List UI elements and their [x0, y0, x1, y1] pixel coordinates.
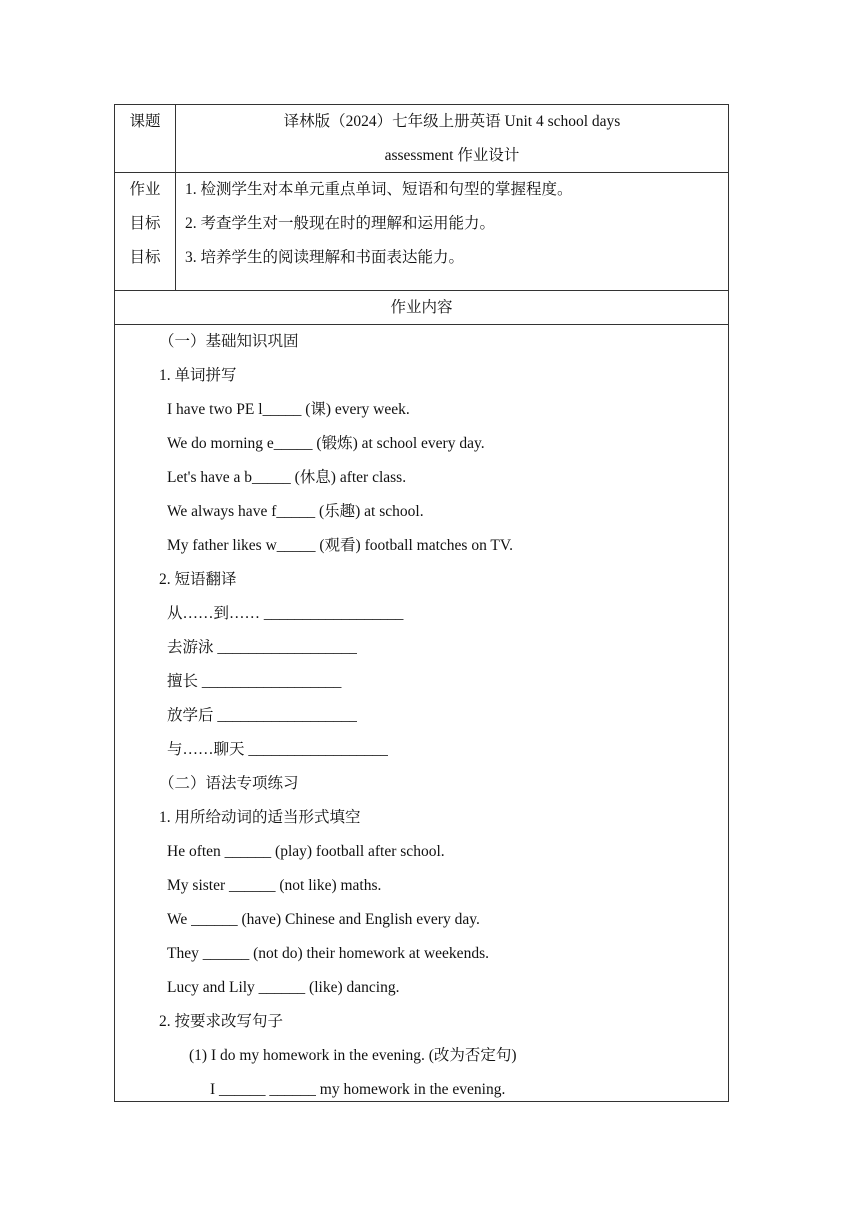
- exercise-item: Let's have a b_____ (休息) after class.: [167, 469, 407, 486]
- exercise-item: They ______ (not do) their homework at weekends.: [167, 945, 489, 962]
- title-row: [115, 105, 728, 173]
- goal-item: 3. 培养学生的阅读理解和书面表达能力。: [185, 249, 465, 266]
- part-title: 2. 短语翻译: [159, 571, 237, 588]
- exercise-item: We do morning e_____ (锻炼) at school every day.: [167, 435, 485, 452]
- exercise-item: Lucy and Lily ______ (like) dancing.: [167, 979, 400, 996]
- goals-row: [115, 173, 728, 291]
- part-title: 1. 单词拼写: [159, 367, 237, 384]
- content-heading: 作业内容: [390, 299, 453, 316]
- goals-label-line: 目标: [129, 249, 161, 266]
- goals-label: [115, 173, 175, 275]
- lesson-title: [176, 105, 728, 173]
- section-title: （二）语法专项练习: [159, 775, 299, 792]
- exercise-item: We ______ (have) Chinese and English every day.: [167, 911, 480, 928]
- exercise-item: My sister ______ (not like) maths.: [167, 877, 382, 894]
- goal-item: 1. 检测学生对本单元重点单词、短语和句型的掌握程度。: [185, 181, 573, 198]
- rewrite-answer: I ______ ______ my homework in the evening.: [210, 1081, 506, 1098]
- exercise-item: He often ______ (play) football after school.: [167, 843, 445, 860]
- exercise-item: 从……到…… __________________: [167, 605, 404, 622]
- part-title: 1. 用所给动词的适当形式填空: [159, 809, 361, 826]
- goals-list: [185, 173, 720, 275]
- lesson-title-line-2: assessment 作业设计: [384, 147, 520, 164]
- part-title: 2. 按要求改写句子: [159, 1013, 284, 1030]
- exercise-item: We always have f_____ (乐趣) at school.: [167, 503, 424, 520]
- lesson-title-line-1: 译林版（2024）七年级上册英语 Unit 4 school days: [283, 113, 621, 130]
- section-title: （一）基础知识巩固: [159, 333, 299, 350]
- content-heading-row: [115, 291, 728, 325]
- goal-item: 2. 考查学生对一般现在时的理解和运用能力。: [185, 215, 496, 232]
- topic-label: 课题: [129, 113, 161, 130]
- goals-label-line: 目标: [129, 215, 161, 232]
- column-divider: [175, 173, 176, 290]
- exercise-item: 去游泳 __________________: [167, 639, 357, 656]
- rewrite-question: (1) I do my homework in the evening. (改为否定句): [189, 1047, 517, 1064]
- assignment-table: [114, 104, 729, 1102]
- exercise-item: 与……聊天 __________________: [167, 741, 388, 758]
- exercise-item: My father likes w_____ (观看) football matches on TV.: [167, 537, 513, 554]
- exercise-item: I have two PE l_____ (课) every week.: [167, 401, 410, 418]
- goals-label-line: 作业: [129, 181, 161, 198]
- exercise-item: 放学后 __________________: [167, 707, 357, 724]
- exercise-item: 擅长 __________________: [167, 673, 342, 690]
